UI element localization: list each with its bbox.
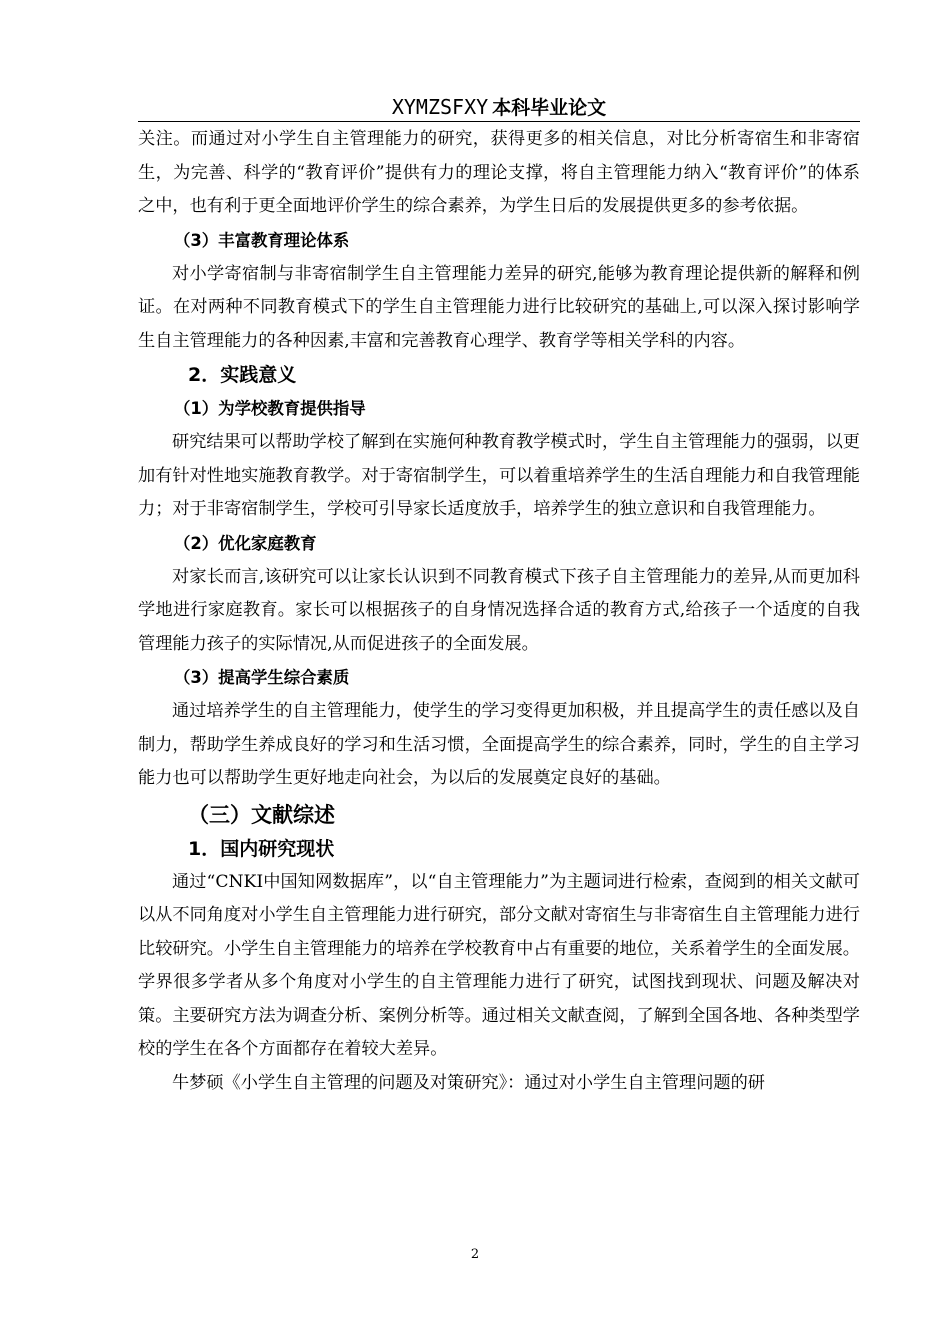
header-title-cn: 本科毕业论文	[492, 97, 607, 119]
paragraph-school-guidance: 研究结果可以帮助学校了解到在实施何种教育教学模式时，学生自主管理能力的强弱，以更加有针对性地实施教育教学。对于寄宿制学生，可以着重培养学生的生活自理能力和自我管理能力；对于非寄宿制学生，学校可引导家长适度放手，培养学生的独立意识和自我管理能力。	[138, 432, 860, 519]
paragraph-continuation: 关注。而通过对小学生自主管理能力的研究，获得更多的相关信息，对比分析寄宿生和非寄宿生，为完善、科学的“教育评价”提供有力的理论支撑，将自主管理能力纳入“教育评价”的体系之中，也有利于更全面地评价学生的综合素养，为学生日后的发展提供更多的参考依据。	[138, 129, 860, 216]
paragraph-student-quality: 通过培养学生的自主管理能力，使学生的学习变得更加积极，并且提高学生的责任感以及自制力，帮助学生养成良好的学习和生活习惯，全面提高学生的综合素养，同时，学生的自主学习能力也可以帮助学生更好地走向社会，为以后的发展奠定良好的基础。	[138, 701, 860, 788]
page-header	[138, 92, 860, 122]
document-body	[138, 123, 860, 1100]
page-number: 2	[470, 1247, 480, 1262]
subheading-school-guidance: （1）为学校教育提供指导	[174, 399, 366, 418]
subheading-student-quality: （3）提高学生综合素质	[174, 668, 350, 687]
paragraph-family-education: 对家长而言,该研究可以让家长认识到不同教育模式下孩子自主管理能力的差异,从而更加科学地进行家庭教育。家长可以根据孩子的自身情况选择合适的教育方式,给孩子一个适度的自我管理能力孩子的实际情况,从而促进孩子的全面发展。	[138, 566, 860, 654]
header-title-en: XYMZSFXY	[391, 95, 489, 119]
paragraph-theory-system: 对小学寄宿制与非寄宿制学生自主管理能力差异的研究,能够为教育理论提供新的解释和例证。在对两种不同教育模式下的学生自主管理能力进行比较研究的基础上,可以深入探讨影响学生自主管理能力的各种因素,丰富和完善教育心理学、教育学等相关学科的内容。	[138, 263, 860, 351]
heading-domestic-research: 1．国内研究现状	[188, 837, 335, 860]
paragraph-domestic-research: 通过“CNKI中国知网数据库”，以“自主管理能力”为主题词进行检索，查阅到的相关文献可以从不同角度对小学生自主管理能力进行研究，部分文献对寄宿生与非寄宿生自主管理能力进行比较研究。小学生自主管理能力的培养在学校教育中占有重要的地位，关系着学生的全面发展。学界很多学者从多个角度对小学生的自主管理能力进行了研究，试图找到现状、问题及解决对策。主要研究方法为调查分析、案例分析等。通过相关文献查阅，了解到全国各地、各种类型学校的学生在各个方面都存在着较大差异。	[138, 871, 860, 1059]
subheading-theory-system: （3）丰富教育理论体系	[174, 230, 350, 250]
subheading-family-education: （2）优化家庭教育	[174, 533, 317, 553]
paragraph-citation-start: 牛梦硕《小学生自主管理的问题及对策研究》：通过对小学生自主管理问题的研	[172, 1072, 765, 1093]
heading-practical-significance: 2．实践意义	[188, 364, 297, 386]
section-heading-literature-review: （三）文献综述	[188, 802, 335, 827]
